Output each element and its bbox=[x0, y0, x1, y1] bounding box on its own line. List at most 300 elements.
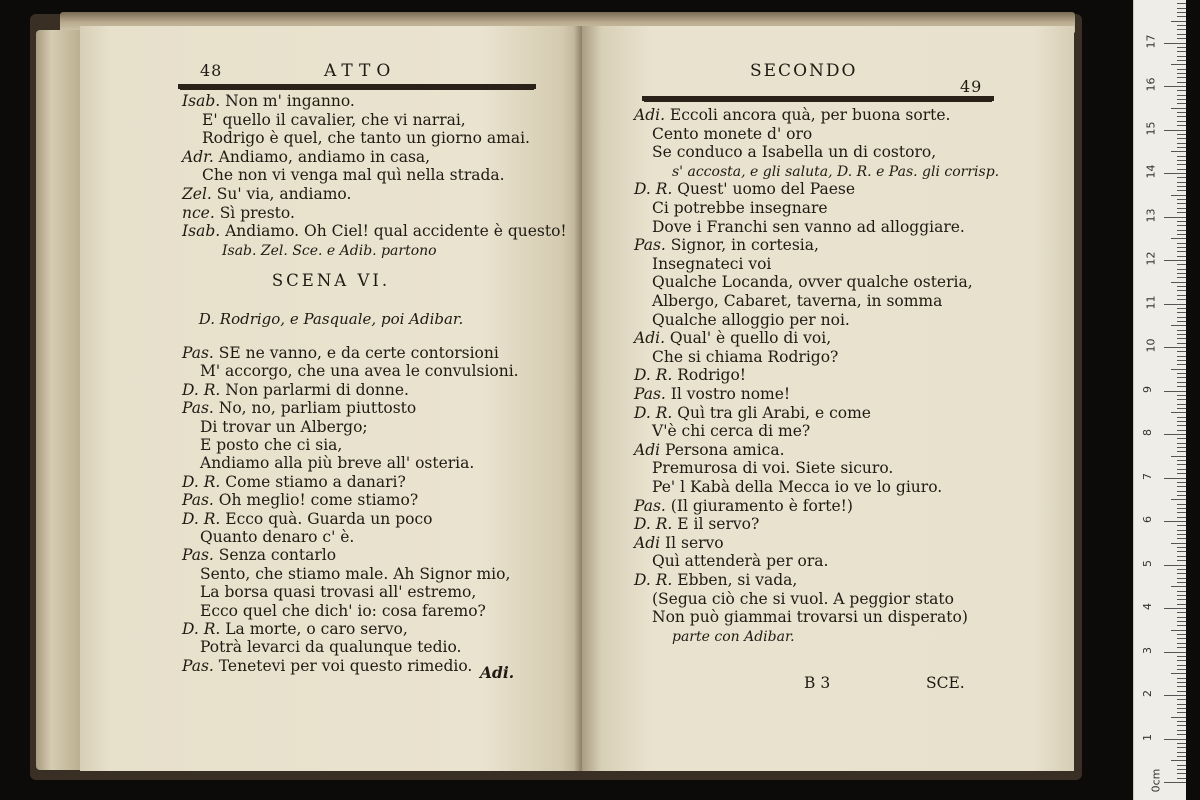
ruler-mm-tick bbox=[1177, 595, 1186, 596]
ruler-mm-tick bbox=[1177, 408, 1186, 409]
verse-line bbox=[200, 454, 474, 472]
ruler-mm-tick bbox=[1177, 460, 1186, 461]
ruler-mm-tick bbox=[1177, 638, 1186, 639]
speaker-name: D. R. bbox=[634, 180, 673, 199]
ruler-cm-label: 1 bbox=[1141, 733, 1154, 741]
speaker-name: Pas. bbox=[182, 491, 214, 510]
ruler-mm-tick bbox=[1177, 560, 1186, 561]
ruler-mm-tick bbox=[1177, 582, 1186, 583]
ruler-mm-tick bbox=[1177, 691, 1186, 692]
ruler-mm-tick bbox=[1177, 708, 1186, 709]
ruler-mm-tick bbox=[1177, 443, 1186, 444]
ruler-mm-tick bbox=[1177, 373, 1186, 374]
ruler-mm-tick bbox=[1177, 660, 1186, 661]
ruler-mm-tick bbox=[1177, 773, 1186, 774]
scene-cast: D. Rodrigo, e Pasquale, poi Adibar. bbox=[198, 310, 464, 328]
line-text: Il servo bbox=[660, 533, 724, 552]
right-running-head: SECONDO bbox=[750, 61, 858, 81]
ruler-mm-tick bbox=[1177, 686, 1186, 687]
left-page bbox=[80, 26, 582, 771]
ruler-mm-tick bbox=[1177, 134, 1186, 135]
ruler-mm-tick bbox=[1177, 665, 1186, 666]
ruler-mm-tick bbox=[1177, 704, 1186, 705]
ruler-mm-tick bbox=[1177, 212, 1186, 213]
speaker-name: Adr. bbox=[182, 147, 214, 166]
verse-line bbox=[634, 497, 853, 515]
verse-line bbox=[672, 627, 795, 646]
ruler-cm-label: 12 bbox=[1144, 251, 1158, 266]
ruler-mm-tick bbox=[1177, 617, 1186, 618]
ruler-mm-tick bbox=[1177, 290, 1186, 291]
ruler-mm-tick bbox=[1177, 138, 1186, 139]
ruler-mm-tick bbox=[1177, 208, 1186, 209]
verse-line bbox=[634, 534, 724, 552]
ruler-cm-label: 6 bbox=[1141, 516, 1154, 523]
verse-line bbox=[200, 583, 476, 601]
line-text: Non parlarmi di donne. bbox=[220, 380, 409, 399]
ruler-mm-tick bbox=[1177, 769, 1186, 770]
ruler-mm-tick bbox=[1177, 604, 1186, 605]
verse-line bbox=[200, 418, 368, 436]
verse-line bbox=[222, 241, 437, 260]
ruler-mm-tick bbox=[1177, 656, 1186, 657]
verse-line bbox=[652, 143, 936, 161]
line-text: Ebben, si vada, bbox=[672, 571, 798, 589]
line-text: Albergo, Cabaret, taverna, in somma bbox=[652, 292, 943, 310]
speaker-name: Pas. bbox=[182, 344, 214, 362]
line-text: Oh meglio! come stiamo? bbox=[213, 491, 419, 510]
ruler-mm-tick bbox=[1177, 269, 1186, 270]
ruler-mm-tick bbox=[1171, 717, 1186, 718]
ruler-mm-tick bbox=[1177, 682, 1186, 683]
ruler-mm-tick bbox=[1177, 277, 1186, 278]
ruler-mm-tick bbox=[1171, 21, 1186, 22]
ruler-mm-tick bbox=[1177, 482, 1186, 483]
verse-line bbox=[182, 204, 295, 222]
ruler-mm-tick bbox=[1177, 356, 1186, 357]
ruler-mm-tick bbox=[1177, 234, 1186, 235]
ruler-mm-tick bbox=[1177, 377, 1186, 378]
ruler-mm-tick bbox=[1177, 421, 1186, 422]
verse-line bbox=[182, 148, 430, 166]
ruler-mm-tick bbox=[1177, 56, 1186, 57]
ruler-mm-tick bbox=[1177, 382, 1186, 383]
ruler-cm-tick bbox=[1164, 391, 1186, 392]
ruler-mm-tick bbox=[1177, 504, 1186, 505]
line-text: SE ne vanno, e da certe contorsioni bbox=[213, 344, 499, 362]
ruler-cm-tick bbox=[1164, 652, 1186, 653]
speaker-name: Isab. bbox=[182, 92, 221, 110]
speaker-name: Adi. bbox=[634, 329, 665, 348]
ruler-mm-tick bbox=[1177, 621, 1186, 622]
ruler-mm-tick bbox=[1177, 747, 1186, 748]
verse-line bbox=[634, 571, 797, 589]
line-text: Senza contarlo bbox=[213, 546, 337, 565]
right-header-rule bbox=[642, 96, 994, 101]
ruler-mm-tick bbox=[1177, 430, 1186, 431]
speaker-name: D. R. bbox=[634, 571, 673, 589]
ruler-mm-tick bbox=[1177, 469, 1186, 470]
ruler-mm-tick bbox=[1177, 647, 1186, 648]
line-text: Tenetevi per voi questo rimedio. bbox=[213, 656, 473, 675]
ruler-cm-label: 17 bbox=[1144, 34, 1158, 48]
ruler-cm-label: 15 bbox=[1144, 121, 1158, 135]
ruler-mm-tick bbox=[1177, 3, 1186, 4]
verse-line bbox=[182, 491, 418, 509]
speaker-name: D. R. bbox=[182, 620, 221, 638]
verse-line bbox=[652, 255, 771, 273]
verse-line bbox=[634, 236, 819, 254]
ruler-cm-tick bbox=[1164, 478, 1186, 479]
ruler-mm-tick bbox=[1177, 643, 1186, 644]
ruler-mm-tick bbox=[1171, 760, 1186, 761]
right-catchword: SCE. bbox=[926, 674, 965, 692]
ruler-mm-tick bbox=[1177, 160, 1186, 161]
ruler-cm-tick bbox=[1164, 86, 1186, 87]
verse-line bbox=[202, 129, 530, 147]
speaker-name: Adi bbox=[634, 533, 661, 552]
ruler-cm-tick bbox=[1164, 304, 1186, 305]
line-text: Che non vi venga mal quì nella strada. bbox=[202, 166, 505, 185]
ruler-mm-tick bbox=[1171, 630, 1186, 631]
ruler-mm-tick bbox=[1177, 473, 1186, 474]
ruler-mm-tick bbox=[1171, 369, 1186, 370]
ruler-mm-tick bbox=[1177, 25, 1186, 26]
speaker-name: Pas. bbox=[634, 385, 666, 403]
ruler-mm-tick bbox=[1177, 330, 1186, 331]
ruler-mm-tick bbox=[1177, 38, 1186, 39]
line-text: Dove i Franchi sen vanno ad alloggiare. bbox=[652, 217, 965, 236]
ruler-mm-tick bbox=[1177, 225, 1186, 226]
ruler-mm-tick bbox=[1171, 238, 1186, 239]
ruler-cm-tick bbox=[1164, 260, 1186, 261]
ruler-mm-tick bbox=[1177, 343, 1186, 344]
ruler-mm-tick bbox=[1177, 221, 1186, 222]
ruler-cm-label: 2 bbox=[1141, 690, 1154, 697]
verse-line bbox=[182, 344, 499, 362]
ruler-mm-tick bbox=[1177, 164, 1186, 165]
speaker-name: Pas. bbox=[182, 656, 214, 675]
ruler-cm-label: 9 bbox=[1141, 385, 1154, 393]
speaker-name: D. R. bbox=[634, 366, 673, 385]
ruler-mm-tick bbox=[1171, 195, 1186, 196]
line-text: Come stiamo a danari? bbox=[220, 472, 406, 491]
ruler-mm-tick bbox=[1177, 491, 1186, 492]
line-text: Andiamo. Oh Ciel! qual accidente è questo! bbox=[220, 222, 567, 241]
ruler-mm-tick bbox=[1177, 82, 1186, 83]
ruler-cm-tick bbox=[1164, 347, 1186, 348]
ruler-mm-tick bbox=[1177, 556, 1186, 557]
line-text: Eccoli ancora quà, per buona sorte. bbox=[665, 106, 951, 124]
line-text: Non m' inganno. bbox=[220, 92, 355, 110]
line-text: Pe' l Kabà della Mecca io ve lo giuro. bbox=[652, 478, 943, 496]
ruler-cm-tick bbox=[1164, 521, 1186, 522]
ruler-mm-tick bbox=[1177, 112, 1186, 113]
verse-line bbox=[652, 552, 828, 570]
verse-line bbox=[200, 602, 486, 620]
ruler-mm-tick bbox=[1177, 525, 1186, 526]
line-text: Quest' uomo del Paese bbox=[672, 180, 856, 199]
ruler-cm-label: 14 bbox=[1144, 164, 1158, 179]
line-text: Signor, in cortesia, bbox=[665, 236, 819, 255]
line-text: La borsa quasi trovasi all' estremo, bbox=[200, 583, 477, 602]
ruler-cm-label: 0cm bbox=[1149, 768, 1163, 793]
ruler-mm-tick bbox=[1177, 156, 1186, 157]
ruler-mm-tick bbox=[1177, 90, 1186, 91]
right-page bbox=[582, 26, 1074, 771]
ruler-mm-tick bbox=[1171, 282, 1186, 283]
ruler-mm-tick bbox=[1177, 103, 1186, 104]
ruler-mm-tick bbox=[1177, 725, 1186, 726]
line-text: Potrà levarci da qualunque tedio. bbox=[200, 638, 462, 657]
ruler-mm-tick bbox=[1177, 51, 1186, 52]
ruler-mm-tick bbox=[1171, 64, 1186, 65]
verse-line bbox=[634, 180, 855, 198]
verse-line bbox=[634, 404, 871, 422]
ruler-mm-tick bbox=[1171, 586, 1186, 587]
speaker-name: D. R. bbox=[182, 472, 221, 491]
ruler-mm-tick bbox=[1177, 12, 1186, 13]
stage-direction: parte con Adibar. bbox=[672, 628, 795, 645]
verse-line bbox=[182, 510, 432, 528]
ruler-cm-label: 5 bbox=[1141, 559, 1154, 567]
ruler-mm-tick bbox=[1177, 399, 1186, 400]
ruler-mm-tick bbox=[1177, 547, 1186, 548]
ruler-mm-tick bbox=[1177, 77, 1186, 78]
line-text: Persona amica. bbox=[660, 440, 785, 459]
verse-line bbox=[200, 436, 342, 454]
ruler-cm-label: 10 bbox=[1144, 338, 1158, 353]
ruler-cm-label: 4 bbox=[1141, 603, 1154, 610]
ruler-cm-label: 3 bbox=[1141, 646, 1154, 654]
ruler-mm-tick bbox=[1177, 360, 1186, 361]
line-text: E il servo? bbox=[672, 515, 760, 534]
verse-line bbox=[182, 92, 355, 110]
ruler-mm-tick bbox=[1177, 299, 1186, 300]
line-text: Ecco quà. Guarda un poco bbox=[220, 509, 433, 528]
line-text: Non può giammai trovarsi un disperato) bbox=[652, 608, 968, 627]
ruler-mm-tick bbox=[1177, 512, 1186, 513]
ruler-mm-tick bbox=[1171, 456, 1186, 457]
verse-line bbox=[652, 273, 973, 291]
ruler-mm-tick bbox=[1171, 412, 1186, 413]
ruler-mm-tick bbox=[1177, 73, 1186, 74]
ruler-cm-label: 8 bbox=[1141, 429, 1154, 436]
ruler-mm-tick bbox=[1177, 364, 1186, 365]
ruler-mm-tick bbox=[1177, 438, 1186, 439]
line-text: Qualche Locanda, ovver qualche osteria, bbox=[652, 273, 973, 292]
line-text: M' accorgo, che una avea le convulsioni. bbox=[200, 362, 519, 381]
ruler-mm-tick bbox=[1177, 121, 1186, 122]
line-text: Quanto denaro c' è. bbox=[200, 528, 355, 546]
ruler-mm-tick bbox=[1171, 151, 1186, 152]
ruler-mm-tick bbox=[1177, 464, 1186, 465]
ruler-mm-tick bbox=[1177, 778, 1186, 779]
verse-line bbox=[634, 441, 785, 459]
speaker-name: D. R. bbox=[634, 403, 673, 422]
line-text: Rodrigo! bbox=[672, 366, 747, 385]
verse-line bbox=[182, 620, 408, 638]
ruler-mm-tick bbox=[1177, 34, 1186, 35]
verse-line bbox=[634, 329, 831, 347]
ruler-mm-tick bbox=[1177, 47, 1186, 48]
line-text: Rodrigo è quel, che tanto un giorno amai. bbox=[202, 129, 530, 148]
verse-line bbox=[182, 546, 336, 564]
ruler-mm-tick bbox=[1177, 69, 1186, 70]
line-text: (Il giuramento è forte!) bbox=[665, 496, 853, 515]
ruler-mm-tick bbox=[1177, 734, 1186, 735]
line-text: (Segua ciò che si vuol. A peggior stato bbox=[652, 589, 954, 608]
ruler-mm-tick bbox=[1177, 190, 1186, 191]
ruler-mm-tick bbox=[1177, 404, 1186, 405]
verse-line bbox=[652, 311, 850, 329]
ruler-mm-tick bbox=[1177, 425, 1186, 426]
ruler-mm-tick bbox=[1177, 752, 1186, 753]
ruler-cm-label: 16 bbox=[1144, 77, 1158, 92]
verse-line bbox=[202, 111, 466, 129]
ruler-mm-tick bbox=[1177, 317, 1186, 318]
ruler-cm-tick bbox=[1164, 608, 1186, 609]
ruler-mm-tick bbox=[1177, 338, 1186, 339]
ruler-mm-tick bbox=[1177, 417, 1186, 418]
ruler-mm-tick bbox=[1177, 264, 1186, 265]
ruler-mm-tick bbox=[1177, 612, 1186, 613]
ruler-cm-label: 13 bbox=[1144, 208, 1158, 222]
line-text: Ecco quel che dich' io: cosa faremo? bbox=[200, 601, 486, 620]
ruler-mm-tick bbox=[1177, 451, 1186, 452]
ruler-mm-tick bbox=[1177, 765, 1186, 766]
speaker-name: nce. bbox=[182, 203, 215, 222]
ruler-mm-tick bbox=[1171, 499, 1186, 500]
ruler-mm-tick bbox=[1177, 486, 1186, 487]
ruler-mm-tick bbox=[1177, 634, 1186, 635]
ruler-mm-tick bbox=[1177, 321, 1186, 322]
ruler-mm-tick bbox=[1177, 169, 1186, 170]
verse-line bbox=[200, 362, 519, 380]
ruler-mm-tick bbox=[1177, 125, 1186, 126]
line-text: Quì attenderà per ora. bbox=[652, 552, 829, 571]
line-text: Andiamo alla più breve all' osteria. bbox=[200, 454, 475, 473]
ruler-mm-tick bbox=[1177, 678, 1186, 679]
ruler-mm-tick bbox=[1177, 60, 1186, 61]
ruler-cm-tick bbox=[1164, 130, 1186, 131]
stage-direction: s' accosta, e gli saluta, D. R. e Pas. gli corrisp. bbox=[672, 163, 1000, 180]
ruler-mm-tick bbox=[1177, 29, 1186, 30]
speaker-name: Adi. bbox=[634, 106, 665, 124]
verse-line bbox=[200, 638, 461, 656]
ruler-mm-tick bbox=[1177, 99, 1186, 100]
verse-line bbox=[652, 199, 828, 217]
ruler-mm-tick bbox=[1177, 625, 1186, 626]
measuring-ruler bbox=[1133, 0, 1186, 800]
left-running-head: ATTO bbox=[324, 61, 397, 81]
verse-line bbox=[652, 478, 942, 496]
line-text: Qualche alloggio per noi. bbox=[652, 310, 850, 329]
ruler-mm-tick bbox=[1177, 534, 1186, 535]
line-text: V'è chi cerca di me? bbox=[652, 422, 811, 441]
ruler-cm-tick bbox=[1164, 434, 1186, 435]
verse-line bbox=[652, 292, 942, 310]
ruler-mm-tick bbox=[1177, 743, 1186, 744]
line-text: Se conduco a Isabella un di costoro, bbox=[652, 143, 937, 162]
line-text: Cento monete d' oro bbox=[652, 124, 813, 143]
ruler-mm-tick bbox=[1177, 699, 1186, 700]
verse-line bbox=[634, 515, 759, 533]
verse-line bbox=[652, 422, 810, 440]
speaker-name: Zel. bbox=[182, 185, 212, 203]
ruler-mm-tick bbox=[1177, 16, 1186, 17]
ruler-mm-tick bbox=[1177, 756, 1186, 757]
verse-line bbox=[652, 590, 954, 608]
ruler-mm-tick bbox=[1177, 495, 1186, 496]
speaker-name: D. R. bbox=[634, 515, 673, 534]
ruler-mm-tick bbox=[1177, 447, 1186, 448]
ruler-mm-tick bbox=[1177, 177, 1186, 178]
ruler-mm-tick bbox=[1177, 573, 1186, 574]
line-text: Insegnateci voi bbox=[652, 254, 772, 273]
ruler-cm-tick bbox=[1164, 217, 1186, 218]
ruler-mm-tick bbox=[1177, 395, 1186, 396]
speaker-name: D. R. bbox=[182, 509, 221, 528]
ruler-mm-tick bbox=[1171, 543, 1186, 544]
verse-line bbox=[182, 222, 567, 240]
ruler-mm-tick bbox=[1177, 730, 1186, 731]
ruler-mm-tick bbox=[1177, 247, 1186, 248]
line-text: No, no, parliam piuttosto bbox=[213, 399, 417, 418]
scene-title: SCENA VI. bbox=[271, 271, 391, 290]
verse-line bbox=[652, 459, 893, 477]
ruler-mm-tick bbox=[1177, 273, 1186, 274]
ruler-cm-tick bbox=[1164, 565, 1186, 566]
verse-line bbox=[200, 528, 354, 546]
stage-direction: Isab. Zel. Sce. e Adib. partono bbox=[222, 242, 437, 259]
verse-line bbox=[200, 565, 510, 583]
ruler-mm-tick bbox=[1177, 295, 1186, 296]
ruler-mm-tick bbox=[1177, 334, 1186, 335]
line-text: Di trovar un Albergo; bbox=[200, 417, 368, 436]
ruler-mm-tick bbox=[1177, 508, 1186, 509]
ruler-mm-tick bbox=[1171, 673, 1186, 674]
speaker-name: Adi bbox=[634, 440, 661, 459]
ruler-mm-tick bbox=[1177, 721, 1186, 722]
ruler-mm-tick bbox=[1177, 243, 1186, 244]
ruler-mm-tick bbox=[1177, 116, 1186, 117]
left-header-rule bbox=[178, 84, 536, 89]
verse-line bbox=[652, 348, 838, 366]
right-page-number: 49 bbox=[960, 77, 983, 96]
speaker-name: Pas. bbox=[634, 496, 666, 515]
ruler-mm-tick bbox=[1177, 538, 1186, 539]
ruler-mm-tick bbox=[1177, 203, 1186, 204]
line-text: Ci potrebbe insegnare bbox=[652, 199, 828, 217]
line-text: Il vostro nome! bbox=[665, 385, 791, 403]
ruler-mm-tick bbox=[1177, 591, 1186, 592]
ruler-mm-tick bbox=[1177, 230, 1186, 231]
line-text: Quì tra gli Arabi, e come bbox=[672, 403, 871, 422]
verse-line bbox=[652, 218, 965, 236]
line-text: E posto che ci sia, bbox=[200, 436, 343, 454]
ruler-mm-tick bbox=[1177, 199, 1186, 200]
ruler-cm-tick bbox=[1164, 43, 1186, 44]
ruler-mm-tick bbox=[1177, 530, 1186, 531]
ruler-mm-tick bbox=[1177, 186, 1186, 187]
verse-line bbox=[182, 185, 351, 203]
ruler-mm-tick bbox=[1171, 325, 1186, 326]
line-text: Su' via, andiamo. bbox=[211, 185, 352, 203]
verse-line bbox=[202, 166, 505, 184]
verse-line bbox=[652, 608, 968, 626]
verse-line bbox=[182, 399, 416, 417]
